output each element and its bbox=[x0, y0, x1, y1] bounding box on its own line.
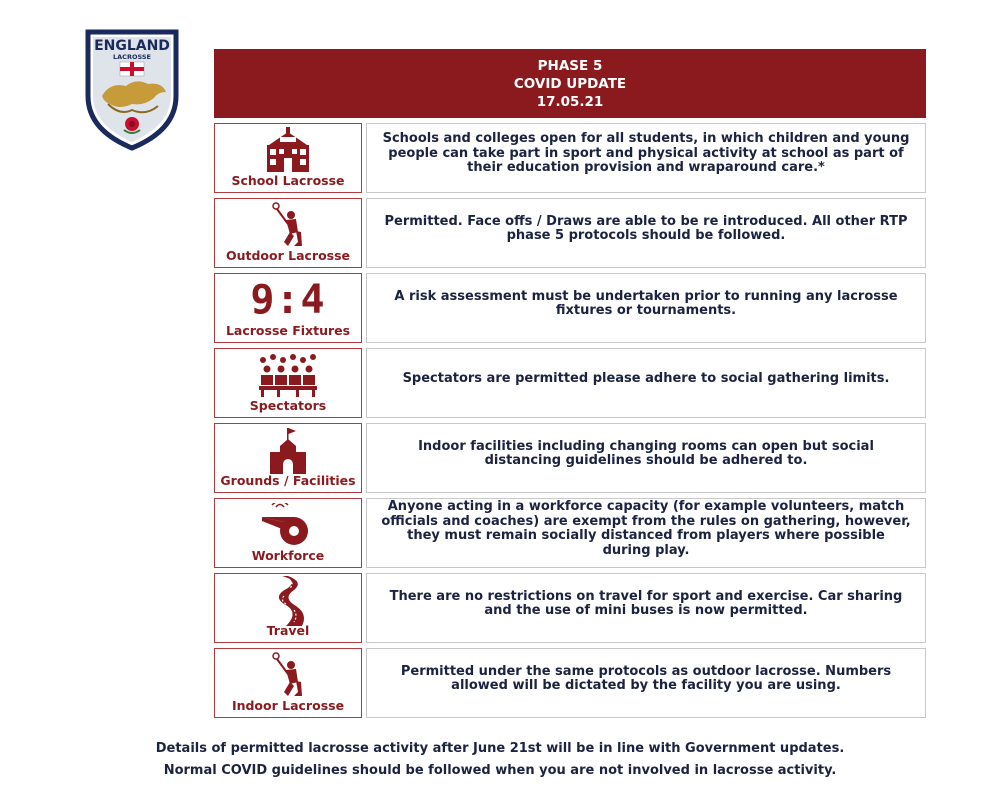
scoreboard-icon bbox=[215, 276, 361, 324]
phase-header bbox=[214, 49, 926, 118]
svg-text:ENGLAND: ENGLAND bbox=[94, 38, 170, 54]
spectators-icon bbox=[215, 351, 361, 399]
school-icon bbox=[215, 126, 361, 174]
row-label: Workforce bbox=[251, 548, 325, 563]
row-text: Schools and colleges open for all students, in which children and young people can take part in sport and physical activity at school as part of their education provision and wraparound care.* bbox=[382, 131, 910, 176]
row-text: Spectators are permitted please adhere to social gathering limits. bbox=[402, 370, 890, 386]
row-label: Indoor Lacrosse bbox=[231, 698, 345, 713]
footer-line-2: Normal COVID guidelines should be followed when you are not involved in lacrosse activity. bbox=[163, 763, 837, 778]
lacrosse-player-icon bbox=[215, 651, 361, 699]
building-flag-icon bbox=[215, 426, 361, 474]
header-title: COVID UPDATE bbox=[513, 75, 627, 92]
whistle-icon bbox=[215, 501, 361, 549]
svg-text:LACROSSE: LACROSSE bbox=[113, 53, 151, 61]
row-text: A risk assessment must be undertaken prior to running any lacrosse fixtures or tournaments. bbox=[394, 288, 898, 318]
row-indoor-lacrosse bbox=[214, 648, 926, 719]
header-phase: PHASE 5 bbox=[537, 57, 603, 74]
row-label: Outdoor Lacrosse bbox=[225, 248, 351, 263]
row-text: Anyone acting in a workforce capacity (for example volunteers, match officials and coaches) are exempt from the rules on gathering, however, they must remain socially distanced from players where possible during play. bbox=[381, 499, 911, 558]
row-lacrosse-fixtures bbox=[214, 273, 926, 344]
row-label: Lacrosse Fixtures bbox=[225, 323, 351, 338]
header-date: 17.05.21 bbox=[536, 93, 604, 110]
row-spectators bbox=[214, 348, 926, 419]
row-text: There are no restrictions on travel for sport and exercise. Car sharing and the use of mini buses is now permitted. bbox=[389, 588, 903, 618]
road-icon bbox=[215, 576, 361, 624]
row-label: Travel bbox=[266, 623, 310, 638]
row-text: Permitted. Face offs / Draws are able to be re introduced. All other RTP phase 5 protocols should be followed. bbox=[384, 213, 908, 243]
footer-line-1: Details of permitted lacrosse activity after June 21st will be in line with Government updates. bbox=[155, 741, 845, 756]
score-display: 9:4 bbox=[250, 277, 326, 323]
row-outdoor-lacrosse bbox=[214, 198, 926, 269]
row-text: Permitted under the same protocols as outdoor lacrosse. Numbers allowed will be dictated by the facility you are using. bbox=[400, 663, 892, 693]
row-travel bbox=[214, 573, 926, 644]
england-lacrosse-logo bbox=[84, 26, 180, 152]
row-grounds-facilities bbox=[214, 423, 926, 494]
row-label: School Lacrosse bbox=[231, 173, 345, 188]
lacrosse-player-icon bbox=[215, 201, 361, 249]
footer-notes bbox=[0, 738, 1000, 782]
row-workforce bbox=[214, 498, 926, 569]
row-school-lacrosse bbox=[214, 123, 926, 194]
row-label: Grounds / Facilities bbox=[220, 473, 356, 488]
row-label: Spectators bbox=[249, 398, 327, 413]
row-text: Indoor facilities including changing rooms can open but social distancing guidelines should be adhered to. bbox=[418, 438, 874, 468]
